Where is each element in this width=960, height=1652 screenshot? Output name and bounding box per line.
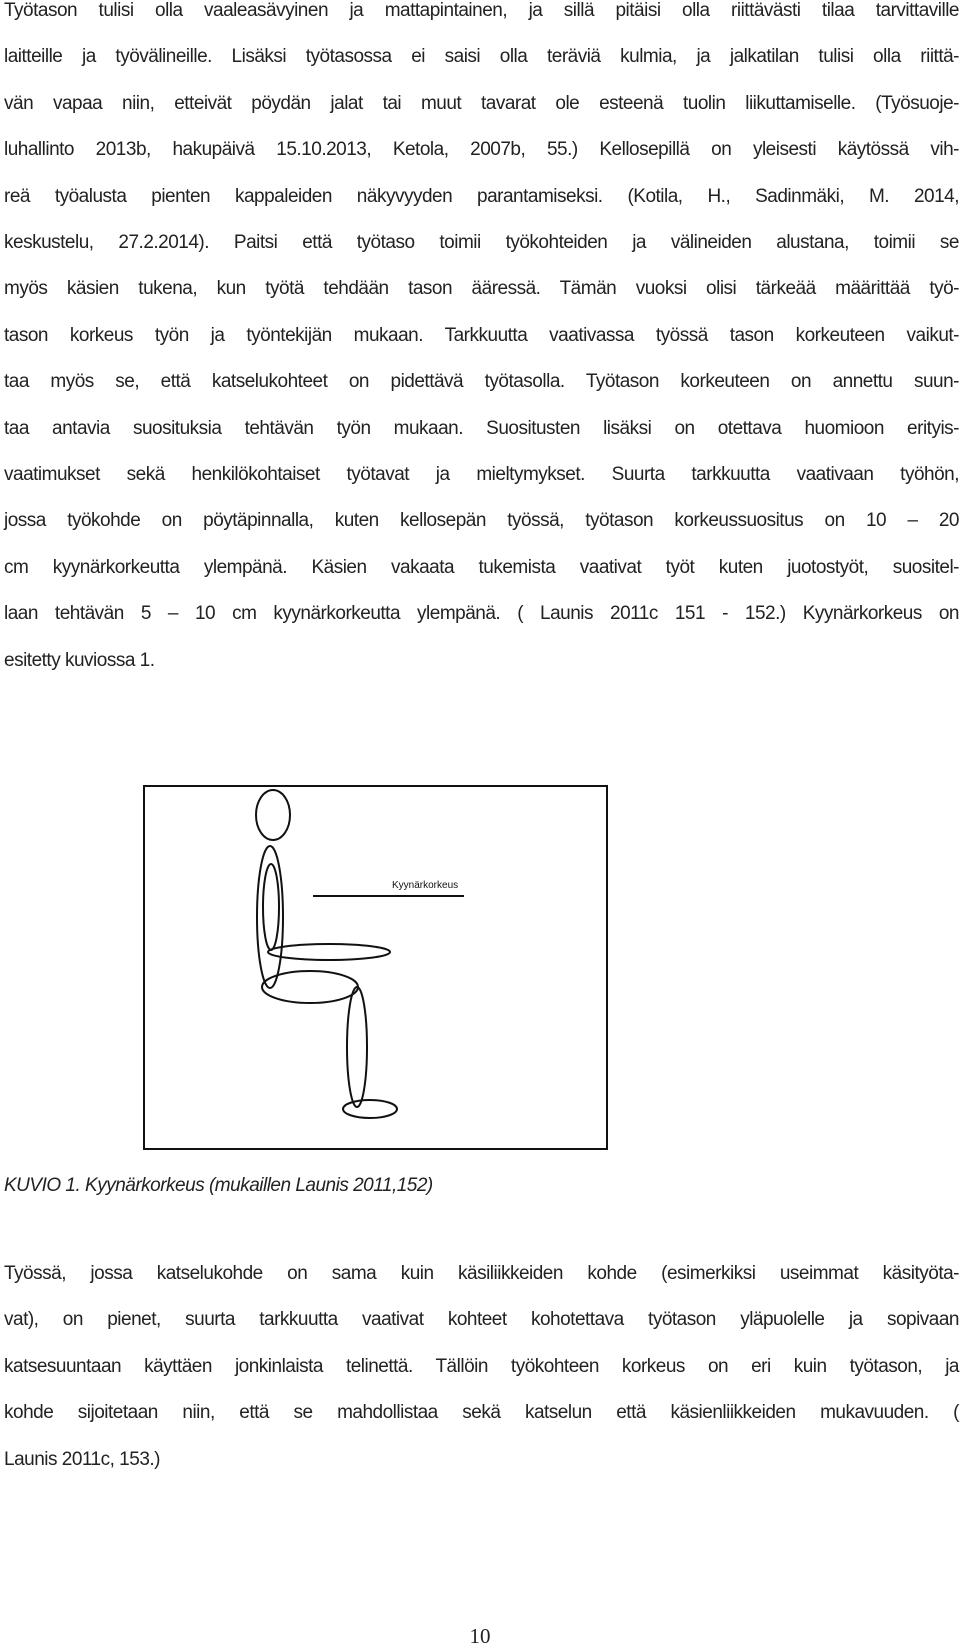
text-line: katsesuuntaan käyttäen jonkinlaista telinettä. Tällöin työkohteen korkeus on eri kuin työtason, ja bbox=[4, 1355, 959, 1377]
lower-leg-shape bbox=[347, 987, 367, 1107]
text-line: tason korkeus työn ja työntekijän mukaan. Tarkkuutta vaativassa työssä tason korkeuteen vaikut- bbox=[4, 324, 959, 346]
text-line: laitteille ja työvälineille. Lisäksi työtasossa ei saisi olla teräviä kulmia, ja jalkatilan tulisi olla riittä- bbox=[4, 46, 959, 68]
body-paragraph-2 bbox=[4, 1251, 959, 1483]
head-shape bbox=[256, 790, 290, 840]
text-line: Työssä, jossa katselukohde on sama kuin käsiliikkeiden kohde (esimerkiksi useimmat käsityöta- bbox=[4, 1263, 959, 1284]
body-paragraph-1 bbox=[4, 0, 959, 684]
elbow-height-label: Kyynärkorkeus bbox=[392, 880, 459, 891]
text-line: jossa työkohde on pöytäpinnalla, kuten kellosepän työssä, työtason korkeussuositus on 10 – 20 bbox=[4, 510, 959, 532]
text-line: luhallinto 2013b, hakupäivä 15.10.2013, Ketola, 2007b, 55.) Kellosepillä on yleisesti käytössä vih- bbox=[4, 139, 959, 161]
forearm-shape bbox=[268, 944, 390, 960]
text-line: vaatimukset sekä henkilökohtaiset työtavat ja mieltymykset. Suurta tarkkuutta vaativaan työhön, bbox=[4, 464, 959, 486]
thigh-shape bbox=[262, 971, 358, 1003]
upper-arm-shape bbox=[263, 864, 279, 950]
text-line: taa antavia suosituksia tehtävän työn mukaan. Suositusten lisäksi on otettava huomioon erityis- bbox=[4, 417, 959, 439]
text-line: vat), on pienet, suurta tarkkuutta vaativat kohteet kohotettava työtason yläpuolelle ja sopivaan bbox=[4, 1309, 959, 1331]
seated-person-illustration bbox=[145, 787, 606, 1148]
figure-caption: KUVIO 1. Kyynärkorkeus (mukaillen Launis 2011,152) bbox=[4, 1175, 433, 1196]
text-line: taa myös se, että katselukohteet on pidettävä työtasolla. Työtason korkeuteen on annettu suun- bbox=[4, 371, 959, 393]
text-line: esitetty kuviossa 1. bbox=[4, 649, 155, 671]
elbow-height-figure bbox=[143, 785, 608, 1150]
text-line: myös käsien tukena, kun työtä tehdään tason ääressä. Tämän vuoksi olisi tärkeää määrittää työ- bbox=[4, 278, 959, 300]
text-line: vän vapaa niin, etteivät pöydän jalat tai muut tavarat ole esteenä tuolin liikuttamiselle. (Työsuoje- bbox=[4, 92, 959, 114]
text-line: keskustelu, 27.2.2014). Paitsi että työtaso toimii työkohteiden ja välineiden alustana, toimii se bbox=[4, 232, 959, 254]
text-line: laan tehtävän 5 – 10 cm kyynärkorkeutta ylempänä. ( Launis 2011c 151 - 152.) Kyynärkorkeus on bbox=[4, 603, 959, 625]
text-line: cm kyynärkorkeutta ylempänä. Käsien vakaata tukemista vaativat työt kuten juotostyöt, suositel- bbox=[4, 556, 959, 578]
page-number: 10 bbox=[469, 1624, 491, 1648]
text-line: kohde sijoitetaan niin, että se mahdollistaa sekä katselun että käsienliikkeiden mukavuuden. ( bbox=[4, 1402, 959, 1424]
text-line: reä työalusta pienten kappaleiden näkyvyyden parantamiseksi. (Kotila, H., Sadinmäki, M. 2014, bbox=[4, 185, 959, 207]
foot-shape bbox=[343, 1100, 397, 1118]
text-line: Työtason tulisi olla vaaleasävyinen ja mattapintainen, ja sillä pitäisi olla riittävästi tilaa tarvittaville bbox=[4, 0, 959, 21]
text-line: Launis 2011c, 153.) bbox=[4, 1448, 160, 1470]
